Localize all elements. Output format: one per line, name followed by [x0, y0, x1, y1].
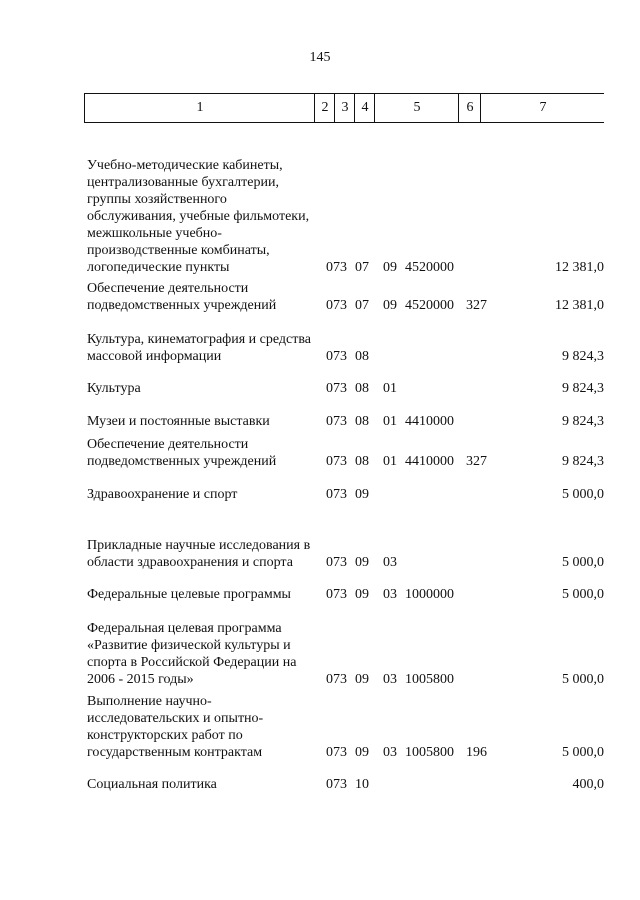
row-subsection: 08 [355, 454, 369, 469]
row-code-sub: 01 [383, 414, 397, 429]
row-subsection: 09 [355, 487, 369, 502]
row-code-sub: 03 [383, 587, 397, 602]
row-sum: 9 824,3 [562, 414, 604, 429]
row-sum: 5 000,0 [562, 555, 604, 570]
table-row [0, 517, 640, 571]
row-sum: 9 824,3 [562, 454, 604, 469]
header-col-1: 1 [84, 94, 315, 122]
row-sum: 9 824,3 [562, 349, 604, 364]
row-section: 073 [326, 672, 347, 687]
row-code-sub: 01 [383, 381, 397, 396]
row-code-sub: 01 [383, 454, 397, 469]
row-name: Учебно-методические кабинеты, централизованные бухгалтерии, группы хозяйственного обслуживания, учебные фильмотеки, межшкольные учебно-производственные комбинаты, логопедические пункты [87, 158, 310, 275]
table-row [0, 774, 640, 793]
header-col-5: 5 [374, 94, 459, 122]
header-col-6: 6 [458, 94, 481, 122]
table-row [0, 617, 640, 688]
row-code-sub: 03 [383, 672, 397, 687]
row-section: 073 [326, 777, 347, 792]
header-col-7: 7 [480, 94, 605, 122]
row-section: 073 [326, 381, 347, 396]
table-row [0, 327, 640, 365]
table-row [0, 689, 640, 761]
row-sum: 400,0 [572, 777, 604, 792]
row-section: 073 [326, 349, 347, 364]
row-subsection: 09 [355, 745, 369, 760]
row-code-sub: 09 [383, 260, 397, 275]
table-row [0, 278, 640, 314]
header-col-3: 3 [334, 94, 355, 122]
row-section: 073 [326, 298, 347, 313]
row-section: 073 [326, 555, 347, 570]
row-subsection: 10 [355, 777, 369, 792]
row-subsection: 07 [355, 260, 369, 275]
row-name: Прикладные научные исследования в области здравоохранения и спорта [87, 538, 311, 570]
row-subsection: 08 [355, 414, 369, 429]
row-subsection: 08 [355, 381, 369, 396]
table-row [0, 584, 640, 603]
row-subsection: 08 [355, 349, 369, 364]
table-row [0, 484, 640, 503]
row-expense-type: 327 [466, 298, 487, 313]
row-target-code: 1005800 [405, 672, 454, 687]
row-name: Выполнение научно-исследовательских и опытно-конструкторских работ по государственным контрактам [87, 694, 264, 760]
page-number: 145 [309, 50, 331, 65]
row-subsection: 09 [355, 672, 369, 687]
table-row [0, 137, 640, 276]
row-name: Федеральные целевые программы [87, 587, 291, 602]
row-subsection: 09 [355, 555, 369, 570]
table-row [0, 378, 640, 397]
row-sum: 12 381,0 [555, 260, 604, 275]
row-name: Культура [87, 381, 141, 396]
row-name: Музеи и постоянные выставки [87, 414, 270, 429]
row-code-sub: 03 [383, 745, 397, 760]
row-target-code: 4410000 [405, 454, 454, 469]
header-col-2: 2 [314, 94, 335, 122]
row-sum: 12 381,0 [555, 298, 604, 313]
row-name: Федеральная целевая программа «Развитие физической культуры и спорта в Российской Федерации на 2006 - 2015 годы» [87, 621, 297, 687]
row-expense-type: 327 [466, 454, 487, 469]
row-target-code: 1005800 [405, 745, 454, 760]
table-row [0, 433, 640, 470]
row-code-sub: 09 [383, 298, 397, 313]
row-section: 073 [326, 487, 347, 502]
table-row [0, 411, 640, 430]
row-subsection: 07 [355, 298, 369, 313]
row-name: Обеспечение деятельности подведомственных учреждений [87, 281, 277, 313]
row-target-code: 4520000 [405, 298, 454, 313]
row-sum: 5 000,0 [562, 745, 604, 760]
row-name: Социальная политика [87, 777, 217, 792]
row-target-code: 1000000 [405, 587, 454, 602]
row-name: Здравоохранение и спорт [87, 487, 238, 502]
row-sum: 5 000,0 [562, 587, 604, 602]
row-target-code: 4410000 [405, 414, 454, 429]
row-name: Обеспечение деятельности подведомственных учреждений [87, 437, 277, 469]
row-section: 073 [326, 260, 347, 275]
table-header [84, 93, 604, 123]
header-col-4: 4 [354, 94, 375, 122]
row-sum: 5 000,0 [562, 487, 604, 502]
row-target-code: 4520000 [405, 260, 454, 275]
row-subsection: 09 [355, 587, 369, 602]
row-sum: 5 000,0 [562, 672, 604, 687]
row-section: 073 [326, 587, 347, 602]
row-section: 073 [326, 414, 347, 429]
row-section: 073 [326, 454, 347, 469]
row-sum: 9 824,3 [562, 381, 604, 396]
row-code-sub: 03 [383, 555, 397, 570]
row-name: Культура, кинематография и средства массовой информации [87, 332, 311, 364]
row-section: 073 [326, 745, 347, 760]
row-expense-type: 196 [466, 745, 487, 760]
